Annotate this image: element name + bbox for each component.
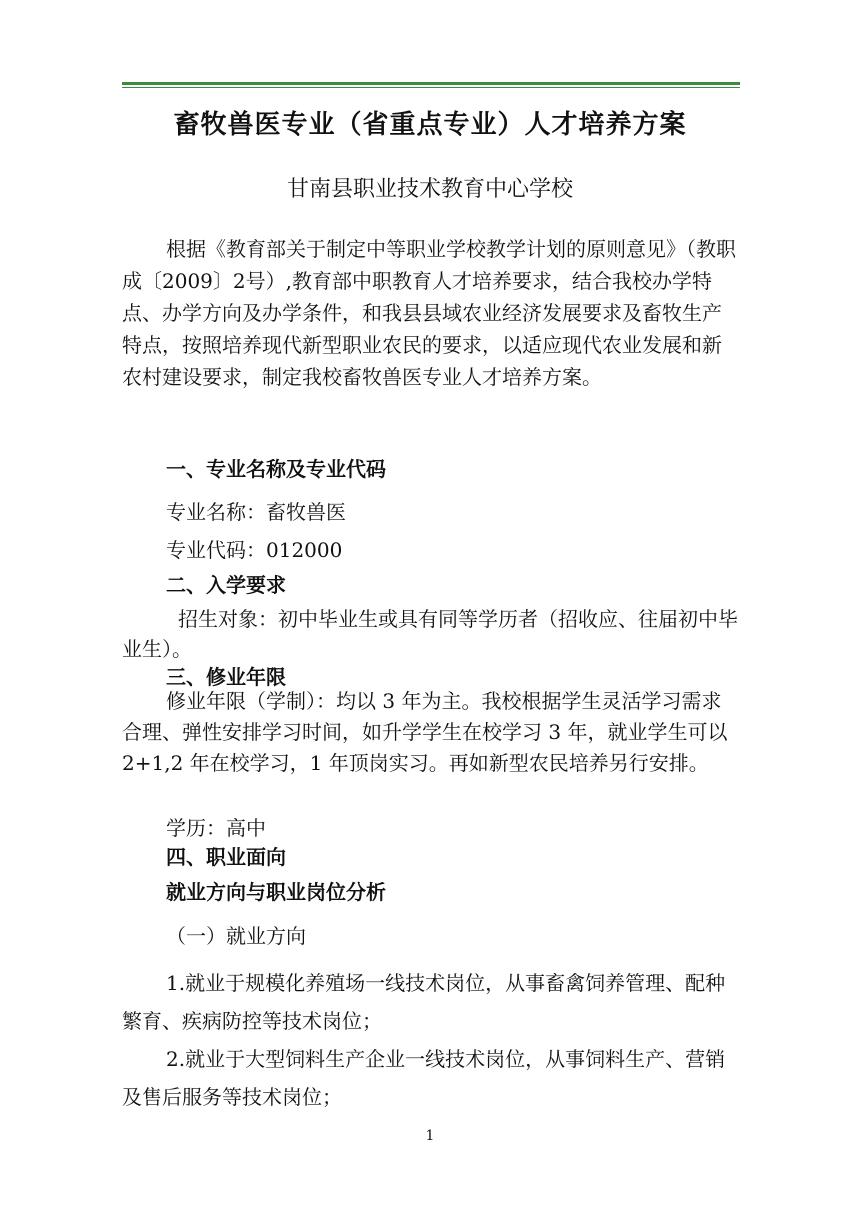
study-duration-text: 修业年限（学制）：均以 3 年为主。我校根据学生灵活学习需求合理、弹性安排学习时间，如升学学生在校学习 3 年，就业学生可以 2+1,2 年在校学习，1 年顶岗实习。再如新型农民培养另行安排。 (122, 689, 728, 775)
major-code: 专业代码：012000 (166, 538, 343, 562)
section1-heading: 一、专业名称及专业代码 (166, 457, 386, 481)
employment-item-2: 2.就业于大型饲料生产企业一线技术岗位，从事饲料生产、营销及售后服务等技术岗位； (122, 1047, 726, 1109)
intro-paragraph: 根据《教育部关于制定中等职业学校教学计划的原则意见》（教职成〔2009〕2号）,教育部中职教育人才培养要求，结合我校办学特点、办学方向及办学条件，和我县县域农业经济发展要求及畜牧生产特点，按照培养现代新型职业农民的要求，以适应现代农业发展和新农村建设要求，制定我校畜牧兽医专业人才培养方案。 (122, 237, 736, 389)
document-title: 畜牧兽医专业（省重点专业）人才培养方案 (173, 110, 687, 140)
header-rule-thin (122, 87, 740, 88)
major-name: 专业名称：畜牧兽医 (166, 500, 346, 524)
section4-subheading: 就业方向与职业岗位分析 (166, 880, 386, 904)
section3-heading: 三、修业年限 (166, 665, 286, 689)
section4-heading: 四、职业面向 (166, 845, 286, 869)
school-name: 甘南县职业技术教育中心学校 (286, 177, 573, 202)
education-level: 学历：高中 (166, 816, 266, 840)
header-rule-thick (122, 82, 740, 85)
employment-direction-label: （一）就业方向 (166, 924, 306, 948)
employment-item-1: 1.就业于规模化养殖场一线技术岗位，从事畜禽饲养管理、配种繁育、疾病防控等技术岗位； (122, 971, 726, 1033)
enrollment-text: 招生对象：初中毕业生或具有同等学历者（招收应、往届初中毕业生）。 (122, 607, 738, 661)
page-number: 1 (425, 1128, 435, 1144)
section2-heading: 二、入学要求 (166, 573, 286, 597)
